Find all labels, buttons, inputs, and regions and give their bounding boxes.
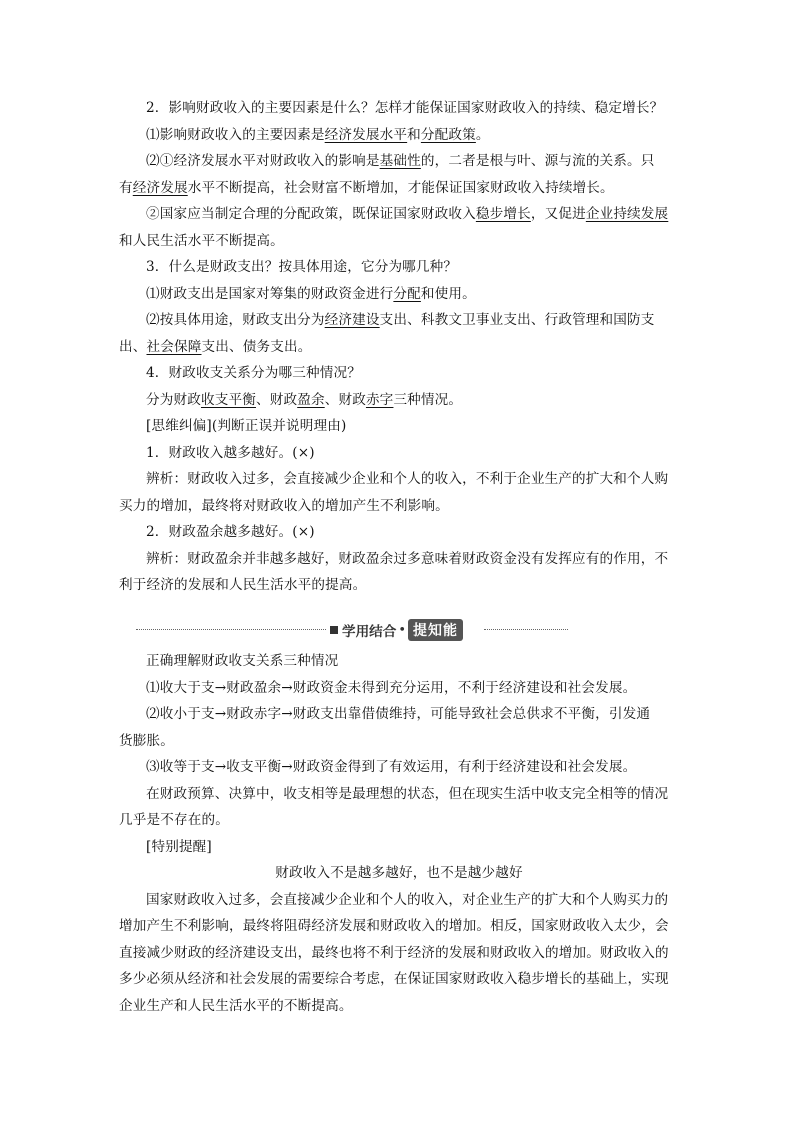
reminder-title: 财政收入不是越多越好，也不是越少越好 [275, 865, 523, 881]
question-3-answer-1: ⑴财政支出是国家对筹集的财政资金进行分配和使用。 [146, 285, 476, 302]
fill-blank: 经济发展 [132, 179, 188, 196]
section-point-4-line-2: 几乎是不存在的。 [119, 812, 229, 828]
fill-blank: 赤字 [365, 391, 394, 408]
document-body [119, 95, 679, 599]
reminder-line-3: 直接减少财政的经济建设支出，最终也将不利于经济的发展和财政收入的增加。财政收入的 [119, 944, 669, 961]
section-point-4-line-1: 在财政预算、决算中，收支相等是最理想的状态，但在现实生活中收支完全相等的情况 [146, 785, 669, 802]
question-2-answer-3-line-2: 和人民生活水平不断提高。 [119, 232, 284, 249]
fill-blank: 经济发展水平 [324, 126, 408, 143]
question-2-answer-3-line-1: ②国家应当制定合理的分配政策，既保证国家财政收入稳步增长，又促进企业持续发展 [146, 206, 669, 222]
section-point-3: ⑶收等于支→收支平衡→财政资金得到了有效运用，有利于经济建设和社会发展。 [146, 759, 637, 775]
question-4-title: 4．财政收支关系分为哪三种情况？ [146, 365, 361, 381]
question-4-answer: 分为财政收支平衡、财政盈余、财政赤字三种情况。 [146, 391, 463, 408]
fill-blank: 经济建设 [324, 312, 380, 328]
section-point-2-line-2: 货膨胀。 [119, 732, 174, 749]
fill-blank: 收支平衡 [200, 391, 256, 408]
fill-blank: 盈余 [297, 391, 325, 408]
section-point-2-line-1: ⑵收小于支→财政赤字→财政支出靠借债维持，可能导致社会总供求不平衡，引发通 [146, 706, 651, 722]
question-2-answer-1: ⑴影响财政收入的主要因素是经济发展水平和分配政策。 [146, 126, 490, 143]
reminder-line-4: 多少必须从经济和社会发展的需要综合考虑，在保证国家财政收入稳步增长的基础上，实现 [119, 971, 669, 987]
reminder-line-1: 国家财政收入过多，会直接减少企业和个人的收入，对企业生产的扩大和个人购买力的 [146, 891, 669, 908]
question-2-answer-2-line-2: 有经济发展水平不断提高，社会财富不断增加，才能保证国家财政收入持续增长。 [119, 179, 614, 196]
siwei-item-2: 2．财政盈余越多越好。(×) [146, 524, 315, 540]
siwei-analysis-2-line-1: 辨析：财政盈余并非越多越好，财政盈余过多意味着财政资金没有发挥应有的作用，不 [146, 550, 669, 567]
siwei-heading: [思维纠偏](判断正误并说明理由) [146, 418, 347, 434]
reminder-heading: [特别提醒] [146, 838, 212, 855]
fill-blank: 分配 [393, 285, 421, 302]
section-heading: 正确理解财政收支关系三种情况 [146, 653, 339, 669]
fill-blank: 稳步增长 [475, 206, 531, 222]
fill-blank: 企业持续发展 [585, 206, 669, 222]
question-3-answer-2-line-2: 出、社会保障支出、债务支出。 [119, 338, 312, 355]
divider-badge: 提知能 [408, 619, 463, 641]
fill-blank: 分配政策 [420, 126, 476, 143]
divider-label: 学用结合 [342, 624, 397, 640]
lower-section [119, 648, 679, 1019]
fill-blank: 基础性 [379, 153, 421, 169]
square-bullet-icon [330, 626, 338, 634]
siwei-analysis-2-line-2: 利于经济的发展和人民生活水平的提高。 [119, 577, 367, 593]
reminder-line-2: 增加产生不利影响，最终将阻碍经济发展和财政收入的增加。相反，国家财政收入太少，会 [119, 918, 669, 934]
divider-dotted-line-right [484, 629, 568, 630]
siwei-item-1: 1．财政收入越多越好。(×) [146, 444, 315, 461]
siwei-analysis-1-line-1: 辨析：财政收入过多，会直接减少企业和个人的收入，不利于企业生产的扩大和个人购 [146, 471, 669, 487]
dot-separator-icon: • [398, 622, 407, 638]
question-3-title: 3．什么是财政支出？按具体用途，它分为哪几种？ [146, 259, 458, 275]
question-2-title: 2．影响财政收入的主要因素是什么？怎样才能保证国家财政收入的持续、稳定增长？ [146, 100, 664, 116]
divider-dotted-line-left [136, 629, 326, 630]
section-divider [0, 616, 794, 644]
siwei-analysis-1-line-2: 买力的增加，最终将对财政收入的增加产生不利影响。 [119, 497, 449, 514]
section-point-1: ⑴收大于支→财政盈余→财政资金未得到充分运用，不利于经济建设和社会发展。 [146, 679, 637, 696]
fill-blank: 社会保障 [146, 338, 202, 355]
question-3-answer-2-line-1: ⑵按具体用途，财政支出分为经济建设支出、科教文卫事业支出、行政管理和国防支 [146, 312, 655, 328]
question-2-answer-2-line-1: ⑵①经济发展水平对财政收入的影响是基础性的，二者是根与叶、源与流的关系。只 [146, 153, 655, 169]
reminder-line-5: 企业生产和人民生活水平的不断提高。 [119, 997, 353, 1014]
